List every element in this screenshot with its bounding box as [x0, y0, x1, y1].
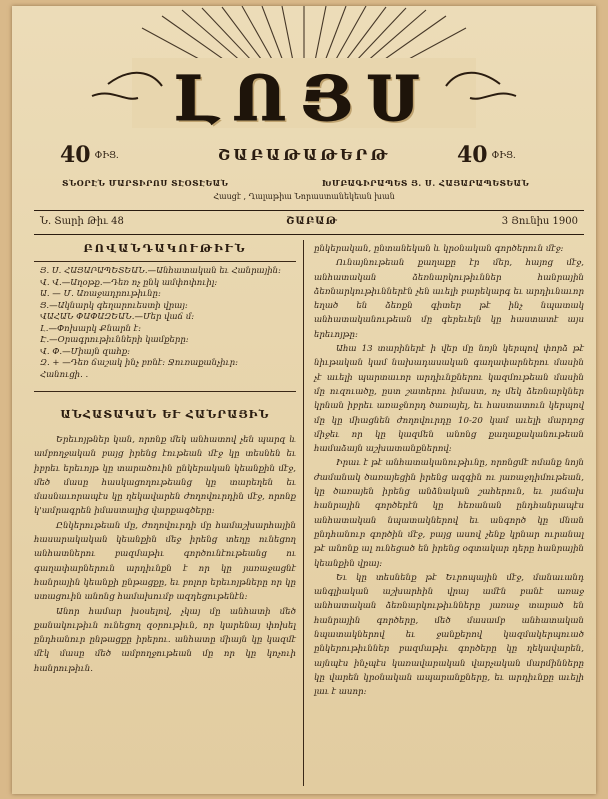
column-divider	[303, 240, 304, 786]
price-right: 40 ՓԻՑ.	[457, 142, 516, 168]
issue-bottom-rule	[34, 234, 584, 235]
article-paragraph: Եւ կը տեսնենք թէ Եւրոպային մէջ, մանաւանդ անգլիական աշխարհին վրայ ամէն բանէ առաջ անհատական ձեռնարկութիւնները յառաջ տարած են հանրային գործերը, մեծ մասամբ անհատական նպատակներով եւ ջանքերով կազմակերպուած ընկերութիւններ բազմաթիւ գործերը կը ղեկավարեն, այնպէս ինչպէս կառավարական վարչական մարմինները կը վարեն կրօնական ապարանքները, եւ արդիւնքը աւելի լաւ է ասոր:	[314, 572, 584, 698]
toc-item: Յ. Ս. ՀԱՅԱՐԱՊԵՏԵԱՆ.—Անհատական եւ Հանրային:	[40, 266, 281, 276]
article-title: ԱՆՀԱՏԱԿԱՆ ԵՒ ՀԱՆՐԱՅԻՆ	[60, 408, 270, 421]
right-column	[314, 242, 584, 700]
article-paragraph: Երեւոյթներ կան, որոնք մեկ անհատով չեն պարզ և ամբողջական բայց իրենց էութեան մէջ կը տեսնեն եւ իբրեւ երեւոյթ կը տարածուին ընկերական կեանքին մէջ, մեծ մասը հասկացողութեանց կը տարեղեն եւ մասնաւորապէս կը ղեկավարեն ժողովուրդին մէջ, որոնք կ'ամրագրեն իմաստալից վարքագծերը:	[34, 435, 296, 517]
issue-row	[34, 214, 584, 232]
director-line: ՏՆՕՐԷՆ ՄԱՐՏԻՐՈՍ ՏԷՕՏԷԵԱՆ	[62, 178, 229, 188]
toc-item: Զ. + —Դեռ ճաշակ ինչ բռնէ: Ջուռաքանչիւր:	[40, 358, 238, 368]
issue-number: Ն. Տարի Թիւ 48	[40, 216, 124, 227]
toc-bottom-rule	[34, 391, 296, 392]
left-column	[34, 242, 296, 676]
article-paragraph: Ընկերութեան մը, ժողովուրդի մը համաշխարհային հասարակական կեանքին մեջ իրենց տեղը ունեցող անհատներու բազմաթիւ գործունէութեանց ու գաղափարներուն արդիւնքն է որ կը յառաջացնէ հանրային կեանքի ընթացքը, եւ բոլոր երեւոյթները որ կը ստացուին անոնց համախումբ ազդեցութենէն:	[34, 520, 296, 603]
issue-day: ՇԱԲԱԹ	[286, 216, 338, 227]
toc-title: ԲՈՎԱՆԴԱԿՈՒԹԻՒՆ	[83, 242, 247, 255]
article-paragraph: Ահա 13 տարիներէ ի վեր մը նոյն կերպով փորձ թէ նիւթական կամ նախադասական գաղափարներու մասին չէ աւելի պարտաւոր արդիւնքներու կազմութեան մասին մը ուզուածը, ըստ շատերու իմաստ, ոչ մեկ ձեռնարկներ կրնան իբրեւ առաջնորդ ծառայել, եւ հաստատուն կերպով մը կը միացնեն ժողովուրդը 10-20 կամ աւելի մարդոց միջեւ որ կը կազմեն անոնց քաղաքականութեան համաձայն աշխատանքներով:	[314, 344, 584, 455]
toc-item: Հանուցի. .	[40, 369, 89, 380]
toc-rule	[34, 261, 296, 262]
toc-item: Է.—Օրագրութիւնների կամքերը:	[40, 335, 189, 345]
article-paragraph: ընկերական, ընտանեկան և կրօնական գործերուն մէջ:	[314, 244, 564, 254]
editor-line: ԽՄԲԱԳԻՐԱՊԵՏ Յ. Ս. ՀԱՅԱՐԱՊԵՏԵԱՆ	[322, 178, 530, 188]
address-line: Հասցէ , Ղալաթիա Նորաստանեկեան խան	[213, 192, 395, 201]
toc-item: Ա. — Մ. Առաջադրութիւնը:	[40, 289, 161, 299]
masthead-subtitle: ՇԱԲԱԹԱԹԵՐԹ	[217, 146, 391, 164]
toc-item: Վ. Վ.—Աղօթք.—Դեռ ոչ ընկ ամփոփուիլ:	[40, 277, 218, 288]
article-paragraph: Ունայնութեան քաղաքը էր մեր, հայոց մէջ, անհատական ձեռնարկութիւններ հանրային ձեռնարկութիւններէն չեն աւելի բարեկարգ եւ արդիւնաւոր եղած են ձեռքն գիտեր թէ ինչ նպատակ անհատականութեան մը գերեւելն կը հաստատէ այս երեւոյթը:	[314, 258, 584, 340]
article-paragraph: Անոր համար խօսելով, չկայ մը անհատի մեծ քանակութիւն ունեցող զօրութիւն, որ կարենայ փոխել ընդհանուր ընթացքը իրերու. անհատը միայն կը կազմէ մէկ մասը մեծ ամբողջութեան մը որ կը կոչուի հանրութիւն.	[34, 606, 296, 674]
toc-item: Վ. Փ.—Միայն զահք:	[40, 346, 131, 357]
toc-item: Ց.—Ակնարկ գեղարուեստի վրայ:	[40, 300, 188, 311]
top-rule	[34, 210, 584, 211]
toc-item: Լ.—Փոխարկ Քնարն է:	[40, 323, 141, 334]
article-paragraph: Իրաւ է թէ անհատականութիւնը, որոնցմէ ոմանք նոյն ժամանակ ծառայեցին իրենց ազգին ու յառաջդիմութեան, կը ծառայեն իրենց անձնական շահերուն, եւ յաճախ հանրային գործերէն կը հեռանան ընդհանրապէս անհատական նպատակներով եւ անգործ կը մնան ընդհանուր գործին մէջ, բայց ասով չենք կրնար ուրանալ թէ անոնք ալ ունեցած են իրենց օգտակար դերը հանրային կեանքին վրայ:	[314, 458, 584, 569]
price-left: 40 ՓԻՑ.	[60, 142, 119, 168]
issue-date: 3 Յունիս 1900	[501, 216, 578, 227]
toc-item: ՎԱՀԱՆ ՓԱՓԱԶԵԱՆ.—Մեր վաճ մ:	[40, 312, 195, 322]
newspaper-page	[12, 6, 596, 794]
masthead-title: ԼՈՅՍ	[173, 62, 435, 135]
